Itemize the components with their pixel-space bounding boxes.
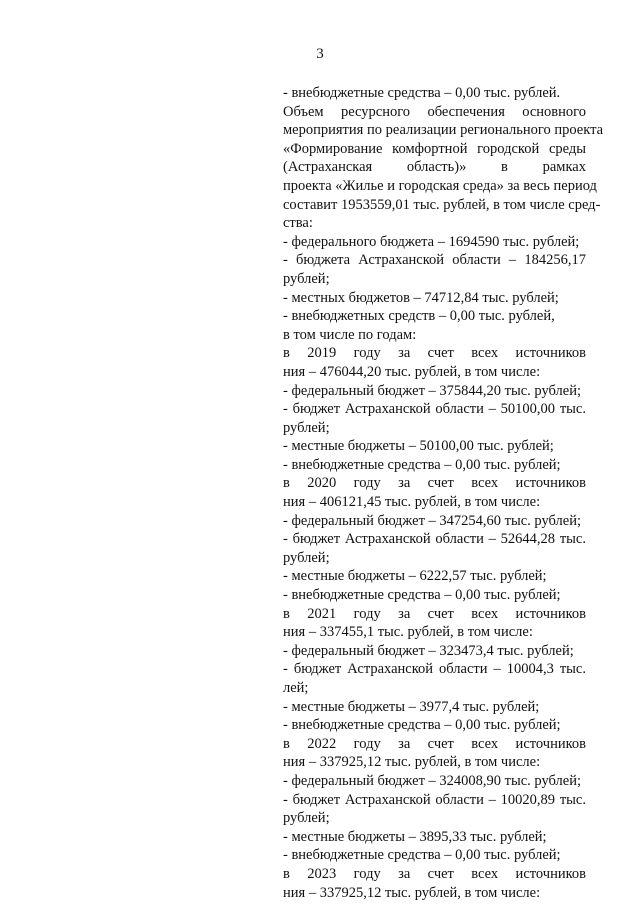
text-line: - внебюджетные средства – 0,00 тыс. рублей; bbox=[283, 587, 561, 604]
text-line: рублей; bbox=[283, 810, 330, 827]
text-line: - федеральный бюджет – 347254,60 тыс. рублей; bbox=[283, 512, 582, 529]
text-line: ния – 476044,20 тыс. рублей, в том числе: bbox=[283, 363, 541, 380]
text-line: - местные бюджеты – 3977,4 тыс. рублей; bbox=[283, 698, 540, 715]
text-line: - внебюджетных средств – 0,00 тыс. рублей, bbox=[283, 308, 555, 325]
text-line: составит 1953559,01 тыс. рублей, в том числе сред- bbox=[283, 196, 601, 213]
text-line: - федеральный бюджет – 375844,20 тыс. рублей; bbox=[283, 382, 582, 399]
text-line: рублей; bbox=[283, 419, 330, 436]
text-line: проекта «Жилье и городская среда» за весь период bbox=[283, 177, 597, 194]
text-line: - местные бюджеты – 6222,57 тыс. рублей; bbox=[283, 568, 547, 585]
text-line: - внебюджетные средства – 0,00 тыс. рублей; bbox=[283, 717, 561, 734]
text-line: - федеральный бюджет – 324008,90 тыс. рублей; bbox=[283, 772, 582, 789]
text-line: рублей; bbox=[283, 270, 330, 287]
text-line: - бюджет Астраханской области – 10004,3 тыс. bbox=[283, 661, 586, 678]
text-line: ния – 337455,1 тыс. рублей, в том числе: bbox=[283, 624, 533, 641]
text-line: - федеральный бюджет – 323473,4 тыс. рублей; bbox=[283, 642, 574, 659]
text-line: в 2020 году за счет всех источников bbox=[283, 475, 586, 492]
text-line: - бюджет Астраханской области – 52644,28 тыс. bbox=[283, 531, 586, 548]
text-line: в 2022 году за счет всех источников bbox=[283, 735, 586, 752]
text-line: в 2019 году за счет всех источников bbox=[283, 345, 586, 362]
text-line: - внебюджетные средства – 0,00 тыс. рублей; bbox=[283, 456, 561, 473]
text-line: - местные бюджеты – 50100,00 тыс. рублей; bbox=[283, 438, 554, 455]
text-line: (Астраханская область)» в рамках bbox=[283, 159, 586, 176]
text-line: Объем ресурсного обеспечения основного bbox=[283, 103, 586, 120]
text-line: - внебюджетные средства – 0,00 тыс. рублей. bbox=[283, 85, 561, 101]
text-line: - местных бюджетов – 74712,84 тыс. рублей; bbox=[283, 289, 559, 306]
text-line: - бюджет Астраханской области – 10020,89 тыс. bbox=[283, 791, 586, 808]
text-line: в 2023 году за счет всех источников bbox=[283, 865, 586, 882]
text-line: - федерального бюджета – 1694590 тыс. рублей; bbox=[283, 233, 580, 250]
text-line: - бюджета Астраханской области – 184256,17 bbox=[283, 252, 586, 269]
text-line: - бюджет Астраханской области – 50100,00 тыс. bbox=[283, 401, 586, 418]
text-line: в том числе по годам: bbox=[283, 326, 417, 343]
text-line: «Формирование комфортной городской среды bbox=[283, 140, 586, 157]
page-number: 3 bbox=[316, 46, 324, 62]
text-line: ния – 337925,12 тыс. рублей, в том числе: bbox=[283, 884, 541, 901]
text-line: лей; bbox=[283, 680, 309, 696]
text-line: ства: bbox=[283, 215, 313, 232]
text-line: - внебюджетные средства – 0,00 тыс. рублей; bbox=[283, 847, 561, 864]
text-line: в 2021 году за счет всех источников bbox=[283, 605, 586, 622]
text-column bbox=[283, 84, 604, 902]
text-line: - местные бюджеты – 3895,33 тыс. рублей; bbox=[283, 828, 547, 845]
text-line: рублей; bbox=[283, 549, 330, 566]
text-line: мероприятия по реализации регионального проекта bbox=[283, 122, 604, 139]
text-line: ния – 406121,45 тыс. рублей, в том числе: bbox=[283, 494, 541, 511]
text-line: ния – 337925,12 тыс. рублей, в том числе: bbox=[283, 754, 541, 771]
